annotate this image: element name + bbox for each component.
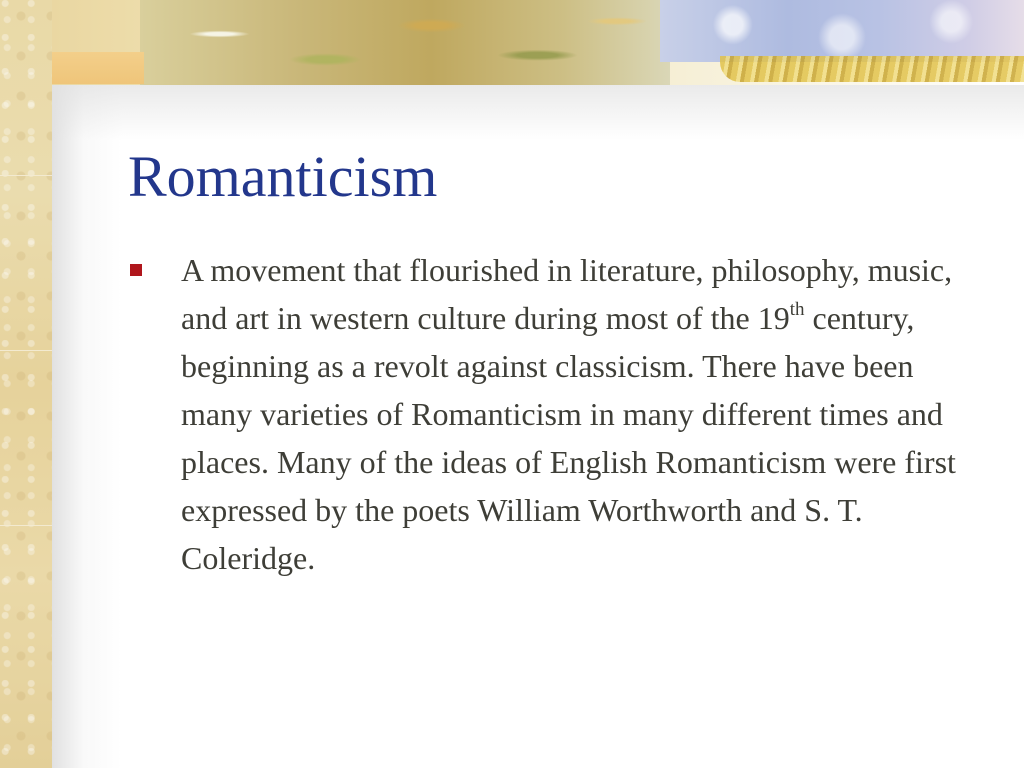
slide-title: Romanticism xyxy=(128,144,438,209)
bullet-text-part: century, beginning as a revolt against classicism. There have been many varieties of Romanticism in many different times and places. Many of the ideas of English Romanticism were first expressed by the poets William Worthworth and S. T. Coleridge. xyxy=(181,300,956,576)
bullet-item xyxy=(130,246,970,582)
ordinal-superscript: th xyxy=(789,299,805,321)
square-bullet-icon xyxy=(130,264,142,276)
bullet-text-part: A movement that flourished in literature, philosophy, music, and art in western culture during most of the 19 xyxy=(181,252,953,336)
bullet-text xyxy=(130,246,970,582)
